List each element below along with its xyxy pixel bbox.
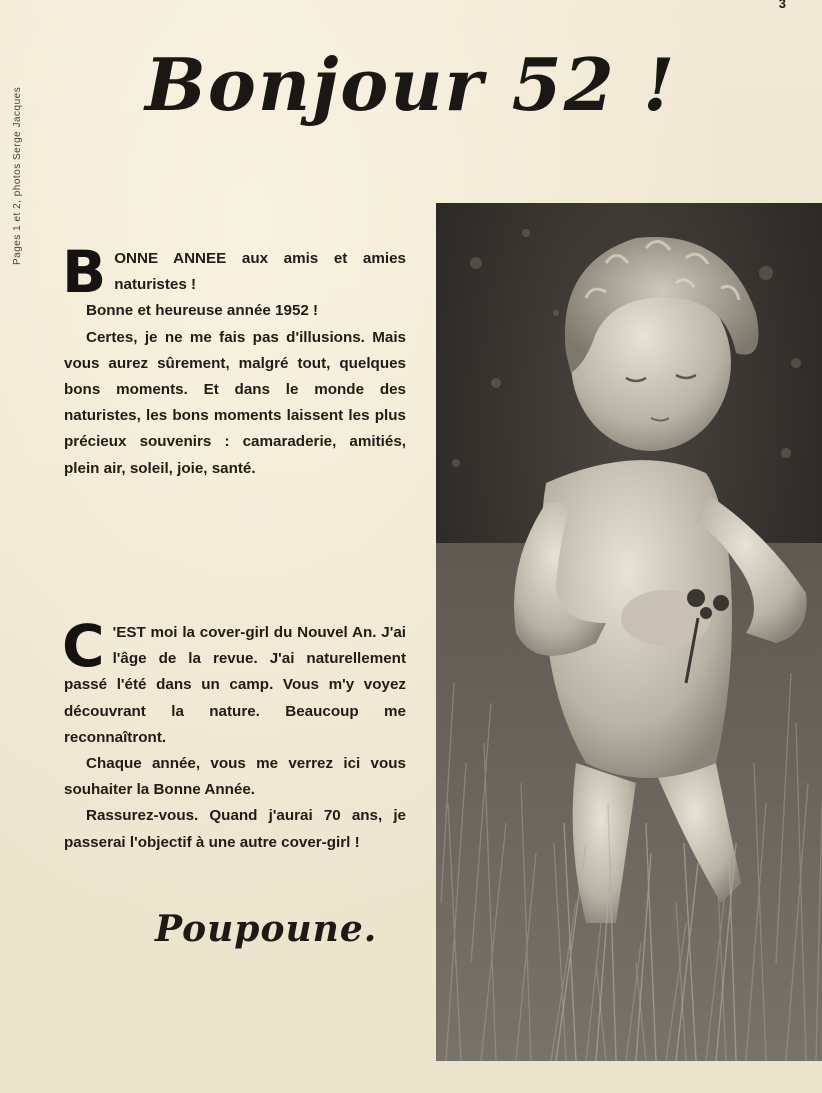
page-number: 3 [778, 0, 786, 11]
toddler-photo-illustration [436, 203, 822, 1061]
intro-paragraph: Bonne et heureuse année 1952 ! [86, 302, 319, 320]
intro-lead-paragraph [62, 238, 406, 306]
dropcap-b: B [62, 238, 107, 306]
cover-girl-paragraph: Chaque année, vous me verrez ici vous souhaiter la Bonne Année. [64, 755, 406, 799]
cover-girl-lead-paragraph [62, 612, 406, 751]
page-title: Bonjour 52 ! [145, 42, 677, 127]
intro-lead-text: ONNE ANNEE aux amis et amies naturistes ! [114, 250, 406, 294]
dropcap-c: C [62, 612, 105, 680]
cover-girl-lead-text: 'EST moi la cover-girl du Nouvel An. J'ai l'âge de la revue. J'ai naturellement passé l'été dans un camp. Vous m'y voyez découvrant la nature. Beaucoup me reconnaîtront. [64, 624, 406, 746]
toddler-photo [436, 203, 822, 1061]
cover-girl-section [62, 612, 406, 856]
signature: Poupoune. [155, 908, 378, 950]
cover-girl-paragraph: Rassurez-vous. Quand j'aurai 70 ans, je passerai l'objectif à une autre cover-girl ! [64, 807, 406, 851]
intro-paragraph: Certes, je ne me fais pas d'illusions. Mais vous aurez sûrement, malgré tout, quelques bons moments. Et dans le monde des naturistes, les bons moments laissent les plus précieux souvenirs : camaraderie, amitiés, plein air, soleil, joie, santé. [64, 328, 406, 477]
intro-section [62, 238, 406, 482]
photo-credit: Pages 1 et 2, photos Serge Jacques [12, 86, 23, 265]
